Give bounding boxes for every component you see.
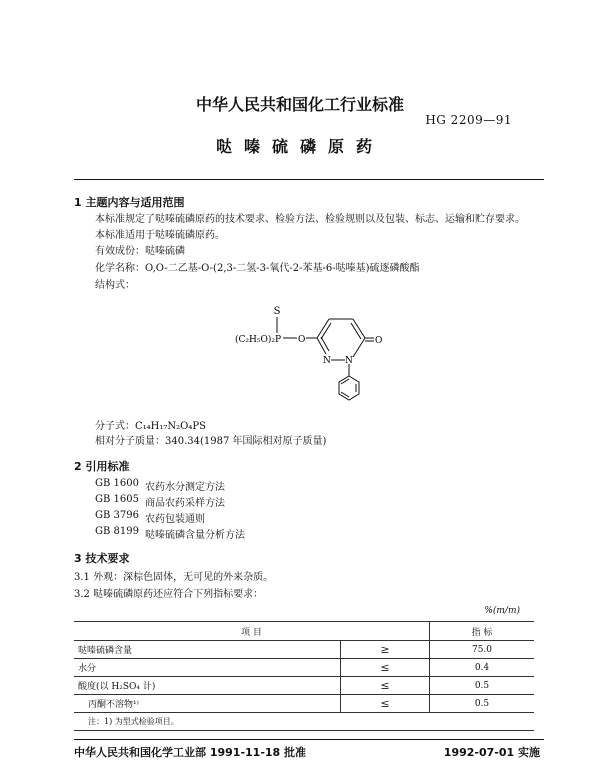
sulfur-label: S (273, 306, 281, 317)
row-name: 哒嗪硫磷含量 (74, 641, 341, 659)
carbonyl-oxygen-label: O (375, 336, 383, 346)
table-unit: %(m/m) (484, 606, 520, 616)
section-2-heading: 2 引用标准 (74, 460, 130, 473)
row-operator: ≤ (341, 695, 430, 713)
section-1-line: 本标准适用于哒嗪硫磷原药。 (95, 230, 225, 241)
table-row (74, 695, 534, 713)
section-1-line: 本标准规定了哒嗪硫磷原药的技术要求、检验方法、检验规则以及包装、标志、运输和贮存要求。 (95, 214, 525, 225)
section-1-line: 有效成份：哒嗪硫磷 (95, 246, 185, 257)
ring-double-bond (321, 337, 329, 351)
ref-title: 农药包装通则 (145, 514, 205, 525)
table-row (74, 641, 534, 659)
requirement-3-2: 3.2 哒嗪硫磷原药还应符合下列指标要求： (74, 589, 264, 600)
approval-line: 中华人民共和国化学工业部 1991-11-18 批准 (74, 746, 307, 759)
row-name: 水分 (74, 659, 341, 677)
ether-oxygen-label: O (298, 335, 306, 345)
row-name: 酸度(以 H₂SO₄ 计) (74, 677, 341, 695)
ref-code: GB 8199 (95, 526, 139, 537)
header-index: 指 标 (430, 622, 535, 641)
molecular-mass: 相对分子质量：340.34(1987 年国际相对原子质量) (95, 436, 327, 447)
ref-code: GB 1605 (95, 494, 139, 505)
molecular-formula: 分子式：C₁₄H₁₇N₂O₄PS (95, 421, 206, 432)
ring-nitrogen-2-label: N (345, 356, 353, 366)
ring-bond (317, 338, 326, 354)
table-note-row (74, 713, 534, 731)
table-note: 注：1) 为型式检验项目。 (74, 713, 534, 731)
header-item: 项 目 (74, 622, 430, 641)
header-rule (74, 179, 544, 180)
document-title: 哒嗪硫磷原药 (215, 137, 384, 156)
section-1-heading: 1 主题内容与适用范围 (74, 196, 185, 209)
table-header-row (74, 622, 534, 641)
ref-code: GB 1600 (95, 478, 139, 489)
ring-double-bond (321, 323, 331, 339)
ring-double-bond (351, 323, 361, 339)
row-operator: ≤ (341, 677, 430, 695)
row-value: 0.5 (430, 677, 535, 695)
row-value: 0.5 (430, 695, 535, 713)
ref-title: 哒嗪硫磷含量分析方法 (145, 530, 245, 541)
spec-table (74, 621, 534, 731)
section-1-line: 化学名称：O,O-二乙基-O-(2,3-二氢-3-氧代-2-苯基-6-哒嗪基)硫逐磷酸酯 (95, 263, 420, 274)
section-1-line: 结构式： (95, 280, 135, 291)
effective-line: 1992-07-01 实施 (443, 746, 540, 759)
row-name: 丙酮不溶物¹⁾ (74, 695, 341, 713)
row-value: 75.0 (430, 641, 535, 659)
standard-number: HG 2209—91 (425, 113, 512, 127)
section-3-heading: 3 技术要求 (74, 552, 130, 565)
standard-org-title: 中华人民共和国化工行业标准 (195, 95, 404, 114)
ethyl-phosphoryl-label: (C₂H₅O)₂P (235, 335, 282, 345)
ref-code: GB 3796 (95, 510, 139, 521)
requirement-3-1: 3.1 外观：深棕色固体，无可见的外来杂质。 (74, 572, 274, 583)
table-row (74, 677, 534, 695)
ring-nitrogen-label: N (323, 356, 331, 366)
row-operator: ≤ (341, 659, 430, 677)
ring-bond (353, 338, 365, 357)
footer-rule (74, 739, 544, 740)
row-operator: ≥ (341, 641, 430, 659)
table-row (74, 659, 534, 677)
structural-formula (225, 300, 405, 410)
ref-title: 商品农药采样方法 (145, 498, 225, 509)
ref-title: 农药水分测定方法 (145, 482, 225, 493)
row-value: 0.4 (430, 659, 535, 677)
